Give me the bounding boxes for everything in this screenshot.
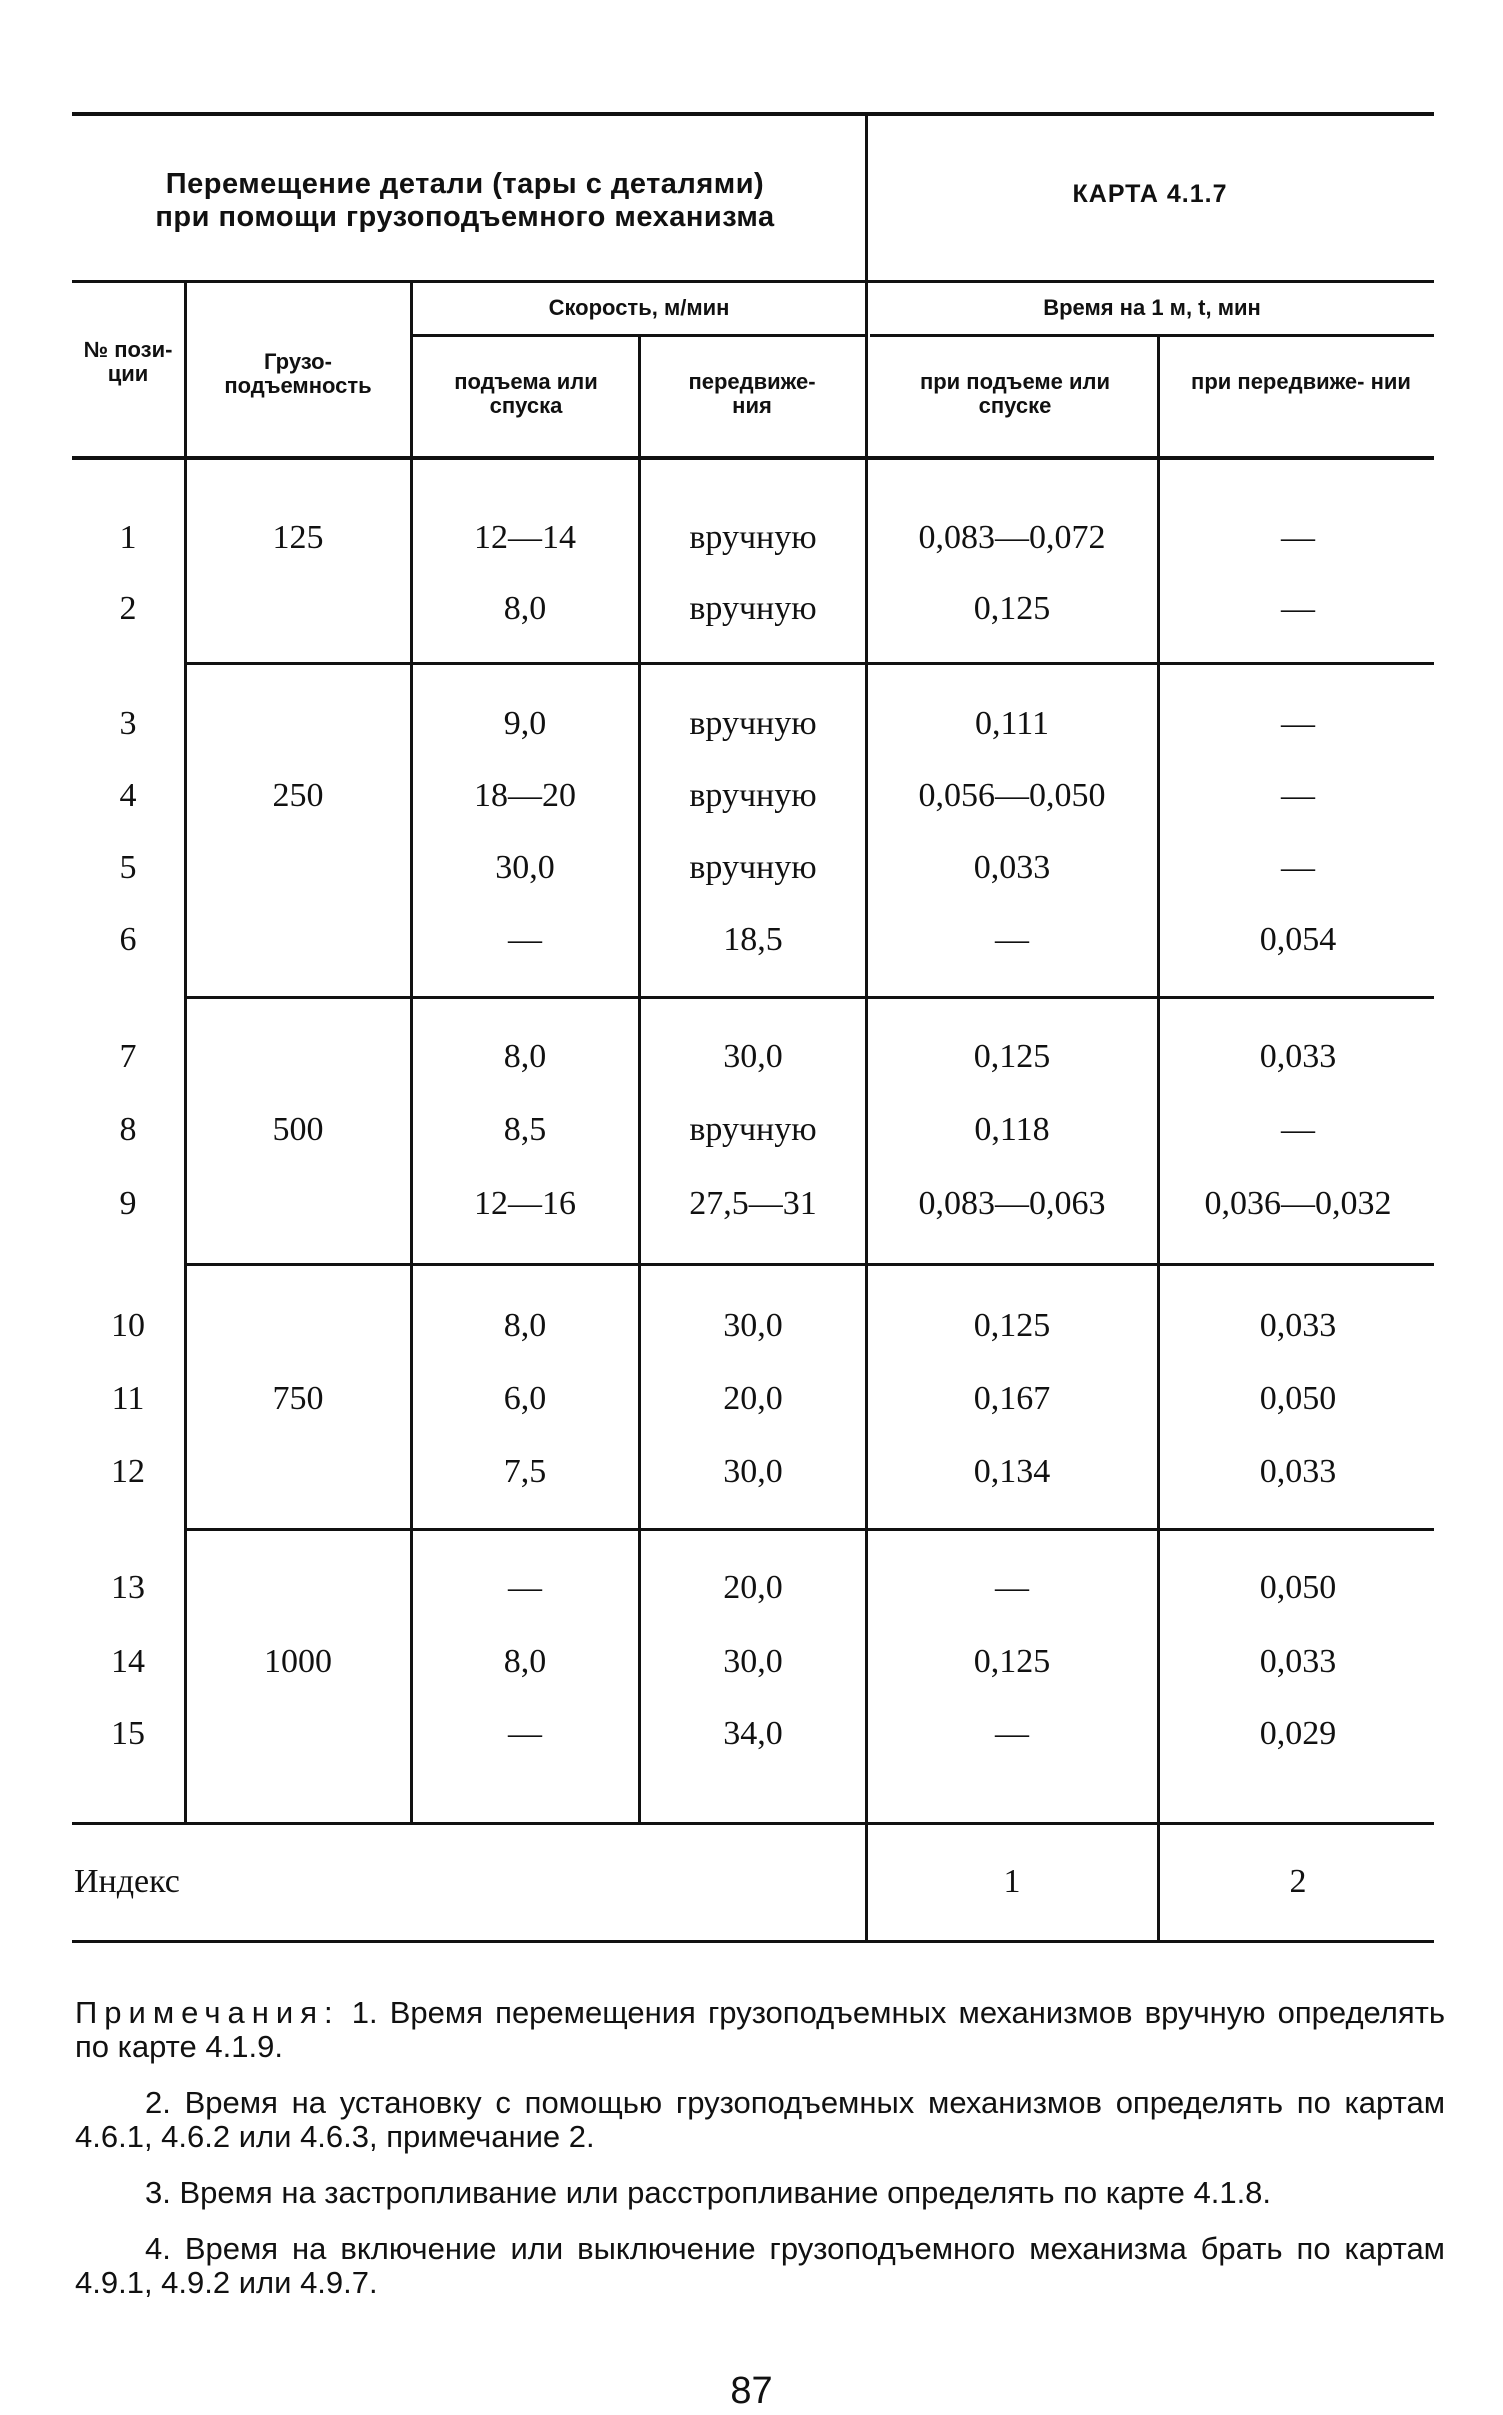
cell-speed-lift: 8,0	[503, 590, 547, 627]
cell-time-lift: 0,125	[973, 590, 1051, 627]
capacity-value: 750	[272, 1380, 324, 1417]
cell-time-lift: 0,033	[973, 849, 1051, 886]
index-label: Индекс	[74, 1863, 180, 1900]
cell-speed-move: 30,0	[723, 1453, 783, 1490]
group-rule-4	[186, 1528, 1434, 1531]
cell-speed-move: вручную	[689, 777, 817, 814]
note-4	[75, 2232, 1445, 2300]
cell-position: 12	[111, 1453, 145, 1490]
notes-heading: Примечания:	[75, 1995, 340, 2030]
cell-speed-lift: 7,5	[503, 1453, 547, 1490]
cell-position: 5	[119, 849, 137, 886]
note-2-text: 2. Время на установку с помощью грузоподъемных механизмов определять по картам 4.6.1, 4.6.2 или 4.6.3, примечание 2.	[75, 2085, 1445, 2154]
cell-time-lift: 0,134	[973, 1453, 1051, 1490]
cell-speed-lift: 12—14	[474, 519, 576, 556]
page-number: 87	[730, 2370, 773, 2412]
group-rule-1	[186, 662, 1434, 665]
cell-time-lift: 0,125	[973, 1038, 1051, 1075]
cell-speed-lift: 8,5	[503, 1111, 547, 1148]
cell-speed-move: 20,0	[723, 1569, 783, 1606]
cell-time-move: 0,033	[1259, 1453, 1337, 1490]
cell-position: 4	[119, 777, 137, 814]
cell-speed-lift: 8,0	[503, 1307, 547, 1344]
cell-speed-lift: 8,0	[503, 1643, 547, 1680]
header-rule	[72, 280, 1434, 283]
capacity-value: 125	[272, 519, 324, 556]
header-speed-lift: подъема или спуска	[454, 369, 598, 418]
capacity-value: 250	[272, 777, 324, 814]
header-capacity: Грузо- подъемность	[224, 349, 372, 398]
note-3-text: 3. Время на застропливание или расстропливание определять по карте 4.1.8.	[145, 2175, 1272, 2210]
title-line-1: Перемещение детали (тары с деталями)	[165, 168, 765, 200]
time-group-rule	[870, 334, 1434, 337]
capacity-value: 500	[272, 1111, 324, 1148]
col-divider-time	[1157, 336, 1160, 1942]
cell-speed-lift: 9,0	[503, 705, 547, 742]
cell-speed-move: вручную	[689, 705, 817, 742]
cell-time-move: —	[1281, 1111, 1315, 1148]
cell-time-lift: 0,118	[974, 1111, 1050, 1148]
cell-speed-lift: 8,0	[503, 1038, 547, 1075]
title-line-2: при помощи грузоподъемного механизма	[155, 201, 775, 233]
cell-speed-move: 30,0	[723, 1307, 783, 1344]
cell-speed-lift: 30,0	[495, 849, 555, 886]
cell-time-move: —	[1281, 849, 1315, 886]
cell-speed-move: вручную	[689, 590, 817, 627]
cell-position: 2	[119, 590, 137, 627]
cell-time-lift: 0,125	[973, 1307, 1051, 1344]
cell-time-lift: 0,111	[975, 705, 1049, 742]
cell-time-move: 0,029	[1259, 1715, 1337, 1752]
index-value-1: 1	[1003, 1863, 1021, 1900]
cell-time-lift: 0,056—0,050	[918, 777, 1106, 814]
cell-speed-lift: 12—16	[474, 1185, 576, 1222]
cell-time-lift: 0,125	[973, 1643, 1051, 1680]
cell-position: 1	[119, 519, 137, 556]
cell-speed-lift: —	[508, 921, 542, 958]
index-value-2: 2	[1289, 1863, 1307, 1900]
cell-speed-lift: —	[508, 1715, 542, 1752]
index-rule	[72, 1940, 1434, 1943]
cell-speed-move: вручную	[689, 849, 817, 886]
cell-time-lift: 0,167	[973, 1380, 1051, 1417]
header-time-lift: при подъеме или спуске	[919, 369, 1111, 418]
header-time-group: Время на 1 м, t, мин	[1043, 295, 1261, 320]
cell-speed-move: 34,0	[723, 1715, 783, 1752]
note-3	[75, 2176, 1445, 2210]
col-divider-pos	[184, 282, 187, 1822]
cell-speed-lift: 18—20	[474, 777, 576, 814]
cell-speed-lift: —	[508, 1569, 542, 1606]
cell-position: 11	[111, 1380, 145, 1417]
cell-time-move: 0,050	[1259, 1569, 1337, 1606]
cell-time-move: —	[1281, 519, 1315, 556]
cell-position: 13	[111, 1569, 145, 1606]
col-divider-capacity	[410, 282, 413, 1822]
cell-time-move: 0,036—0,032	[1204, 1185, 1392, 1222]
group-rule-2	[186, 996, 1434, 999]
group-rule-3	[186, 1263, 1434, 1266]
cell-position: 9	[119, 1185, 137, 1222]
cell-time-lift: —	[995, 1569, 1029, 1606]
column-header-rule	[72, 456, 1434, 460]
cell-position: 14	[111, 1643, 145, 1680]
note-1-text: 1. Время перемещения грузоподъемных механизмов вручную определять по карте 4.1.9.	[75, 1995, 1445, 2064]
cell-time-lift: —	[995, 1715, 1029, 1752]
note-2	[75, 2086, 1445, 2154]
col-divider-speed	[638, 336, 641, 1822]
cell-time-move: 0,033	[1259, 1038, 1337, 1075]
header-speed-move: передвиже- ния	[688, 369, 816, 418]
cell-speed-lift: 6,0	[503, 1380, 547, 1417]
cell-speed-move: вручную	[689, 519, 817, 556]
col-divider-main	[865, 282, 868, 1942]
table-end-rule	[72, 1822, 1434, 1825]
cell-position: 6	[119, 921, 137, 958]
top-rule	[72, 112, 1434, 116]
cell-speed-move: 18,5	[723, 921, 783, 958]
cell-position: 7	[119, 1038, 137, 1075]
cell-time-move: —	[1281, 590, 1315, 627]
header-position: № пози- ции	[83, 337, 173, 386]
cell-speed-move: 27,5—31	[689, 1185, 817, 1222]
cell-position: 15	[111, 1715, 145, 1752]
notes-block	[75, 1996, 1445, 2322]
cell-time-move: 0,033	[1259, 1643, 1337, 1680]
note-1	[75, 1996, 1445, 2064]
cell-speed-move: 30,0	[723, 1038, 783, 1075]
cell-speed-move: 20,0	[723, 1380, 783, 1417]
cell-speed-move: вручную	[689, 1111, 817, 1148]
cell-speed-move: 30,0	[723, 1643, 783, 1680]
cell-position: 3	[119, 705, 137, 742]
cell-time-move: 0,050	[1259, 1380, 1337, 1417]
cell-time-move: —	[1281, 705, 1315, 742]
cell-position: 10	[111, 1307, 145, 1344]
cell-time-lift: —	[995, 921, 1029, 958]
header-speed-group: Скорость, м/мин	[548, 295, 730, 320]
cell-time-move: 0,054	[1259, 921, 1337, 958]
table-title	[75, 168, 855, 234]
cell-time-lift: 0,083—0,072	[918, 519, 1106, 556]
cell-time-lift: 0,083—0,063	[918, 1185, 1106, 1222]
cell-time-move: 0,033	[1259, 1307, 1337, 1344]
title-divider	[865, 114, 868, 282]
note-4-text: 4. Время на включение или выключение грузоподъемного механизма брать по картам 4.9.1, 4.9.2 или 4.9.7.	[75, 2231, 1445, 2300]
cell-time-move: —	[1281, 777, 1315, 814]
header-time-move: при передвиже- нии	[1191, 369, 1411, 394]
capacity-value: 1000	[264, 1643, 332, 1680]
card-number: КАРТА 4.1.7	[1072, 180, 1228, 208]
cell-position: 8	[119, 1111, 137, 1148]
